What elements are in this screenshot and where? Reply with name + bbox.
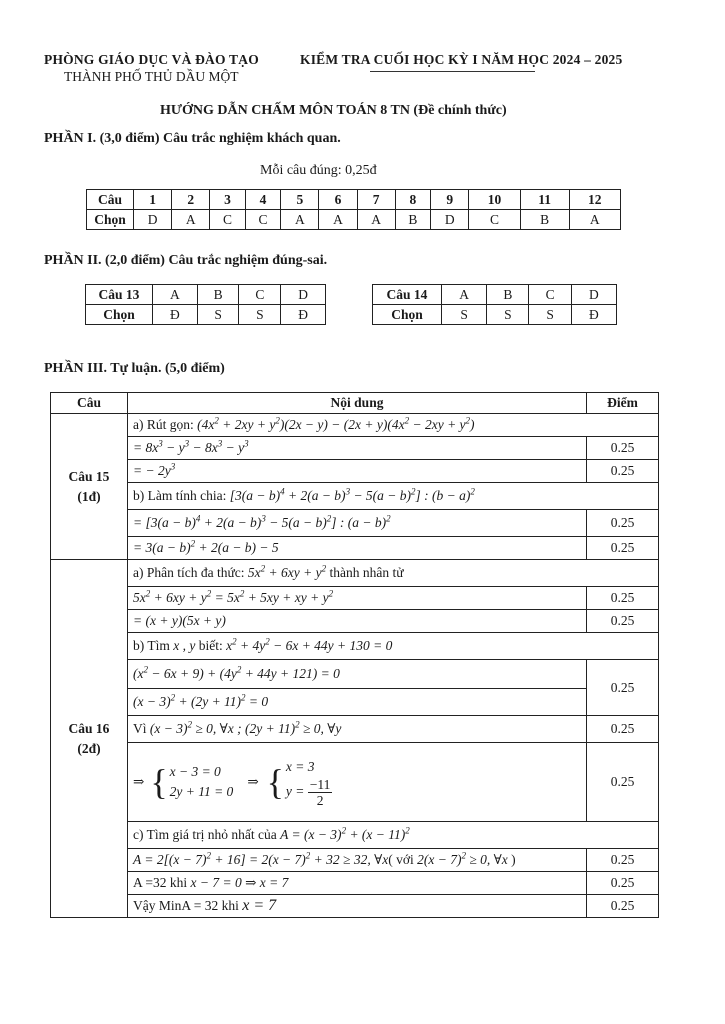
q-10: 10 <box>469 190 520 210</box>
q16c-step1: $A = 2[(x - 7)^2 + 16] = 2(x - 7)^2 + 32 \ge 32$, ∀x( với $2(x - 7)^2 \ge 0$, ∀x ) <box>128 849 587 872</box>
q16c-step3-lead: Vậy MinA = 32 khi <box>133 898 239 913</box>
part1-heading-line <box>44 131 341 147</box>
q16b-mid: biết: <box>198 638 223 653</box>
a-2: A <box>172 210 210 230</box>
q16-label: Câu 16 <box>68 720 110 736</box>
a-11: B <box>520 210 569 230</box>
part1-note: Mỗi câu đúng: 0,25đ <box>260 163 377 178</box>
org-line1: PHÒNG GIÁO DỤC VÀ ĐÀO TẠO <box>44 52 259 67</box>
q15b-step1-score: 0.25 <box>587 510 659 537</box>
essay-table <box>50 392 659 918</box>
q16-points: (2đ) <box>77 740 101 756</box>
part1-answer-table <box>86 189 621 230</box>
a-12: A <box>569 210 620 230</box>
q-3: 3 <box>210 190 246 210</box>
q14-opt-d: D <box>571 285 616 305</box>
q-4: 4 <box>245 190 281 210</box>
q13-label: Câu 13 <box>86 285 153 305</box>
q-6: 6 <box>319 190 357 210</box>
q14-choose: Chọn <box>373 305 442 325</box>
title-underline <box>370 71 535 72</box>
q16b-step4-score: 0.25 <box>587 743 659 822</box>
q-2: 2 <box>172 190 210 210</box>
q13-opt-a: A <box>153 285 198 305</box>
q16c-step2-score: 0.25 <box>587 872 659 895</box>
q16a-lead: a) Phân tích đa thức: <box>133 565 245 580</box>
q15-points: (1đ) <box>77 488 101 504</box>
a-10: C <box>469 210 520 230</box>
q16b-system: ⇒ { x − 3 = 0 2y + 11 = 0 ⇒ { x = 3 y = $\frac{-11}{2}$ <box>133 758 331 808</box>
q13-opt-c: C <box>239 285 281 305</box>
q16c-step3-score: 0.25 <box>587 895 659 918</box>
col-header-content: Nội dung <box>128 393 587 414</box>
q15a-step1: = $8x^3 - y^3 - 8x^3 - y^3$ <box>128 437 587 460</box>
row-label-question: Câu <box>87 190 134 210</box>
part2-heading: PHẦN II. (2,0 điểm) <box>44 253 165 268</box>
q16c-vi: với <box>396 852 414 867</box>
q16a-prompt: a) Phân tích đa thức: $5x^2 + 6xy + y^2$ thành nhân tử <box>128 560 659 587</box>
q16b-step3: Vì $(x - 3)^2 \ge 0$, ∀x ; $(2y + 11)^2 \ge 0$, ∀y <box>128 716 587 743</box>
q15b-prompt: b) Làm tính chia: $[3(a - b)^4 + 2(a - b)^3 - 5(a - b)^2]$ : $(b - a)^2$ <box>128 483 659 510</box>
col-header-score: Điểm <box>587 393 659 414</box>
q-8: 8 <box>395 190 431 210</box>
q16b-step3-lead: Vì <box>133 721 147 736</box>
q16b-step2: $(x - 3)^2 + (2y + 11)^2 = 0$ <box>128 689 587 716</box>
a-6: A <box>319 210 357 230</box>
q16c-step2-lead: A =32 khi <box>133 875 188 890</box>
q14-ans-b: S <box>487 305 529 325</box>
part2-heading-line <box>44 253 327 269</box>
part1-heading: PHẦN I. (3,0 điểm) <box>44 131 160 146</box>
q-7: 7 <box>357 190 395 210</box>
q16c-step3: Vậy MinA = 32 khi x = 7 <box>128 895 587 918</box>
q16a-tail: thành nhân tử <box>329 565 404 580</box>
q13-ans-c: S <box>239 305 281 325</box>
q16b-step12-score: 0.25 <box>587 660 659 716</box>
q16a-step2-score: 0.25 <box>587 610 659 633</box>
q15-label: Câu 15 <box>68 468 110 484</box>
q16a-step1: $5x^2 + 6xy + y^2 = 5x^2 + 5xy$ + xy + $y^2$ <box>128 587 587 610</box>
q16c-step1-score: 0.25 <box>587 849 659 872</box>
a-5: A <box>281 210 319 230</box>
exam-title: KIỂM TRA CUỐI HỌC KỲ I NĂM HỌC 2024 – 2025 <box>300 52 623 67</box>
q15a-prompt: a) Rút gọn: $(4x^2 + 2xy + y^2)(2x - y) - (2x + y)(4x^2 - 2xy + y^2)$ <box>128 414 659 437</box>
q16b-step4 <box>128 743 587 822</box>
q13-table <box>85 284 326 325</box>
q14-ans-c: S <box>529 305 571 325</box>
q14-opt-b: B <box>487 285 529 305</box>
q14-opt-c: C <box>529 285 571 305</box>
q13-opt-b: B <box>197 285 239 305</box>
q16a-step2: = (x + y)(5x + y) <box>128 610 587 633</box>
q14-table <box>372 284 617 325</box>
part1-subheading: Câu trắc nghiệm khách quan. <box>163 131 341 146</box>
q14-ans-d: Đ <box>571 305 616 325</box>
q-11: 11 <box>520 190 569 210</box>
q-9: 9 <box>431 190 469 210</box>
q15-cell <box>51 414 128 560</box>
q13-choose: Chọn <box>86 305 153 325</box>
a-9: D <box>431 210 469 230</box>
q13-ans-d: Đ <box>281 305 326 325</box>
q16a-step1-score: 0.25 <box>587 587 659 610</box>
org-line2: THÀNH PHỐ THỦ DẦU MỘT <box>64 69 239 84</box>
doc-title: HƯỚNG DẪN CHẤM MÔN TOÁN 8 TN (Đề chính thức) <box>160 103 507 118</box>
q15b-step2-score: 0.25 <box>587 537 659 560</box>
part3-heading: PHẦN III. Tự luận. (5,0 điểm) <box>44 361 225 376</box>
col-header-cau: Câu <box>51 393 128 414</box>
part2-subheading: Câu trắc nghiệm đúng-sai. <box>168 253 328 268</box>
q14-opt-a: A <box>442 285 487 305</box>
q15a-lead: a) Rút gọn: <box>133 417 194 432</box>
q13-opt-d: D <box>281 285 326 305</box>
q16c-lead: c) Tìm giá trị nhỏ nhất của <box>133 827 277 842</box>
q16-cell <box>51 560 128 918</box>
a-1: D <box>134 210 172 230</box>
q-12: 12 <box>569 190 620 210</box>
q16b-prompt: b) Tìm x , y biết: $x^2 + 4y^2 - 6x + 44y + 130 = 0$ <box>128 633 659 660</box>
q16b-step1: $(x^2 - 6x + 9) + (4y^2 + 44y + 121) = 0$ <box>128 660 587 689</box>
a-7: A <box>357 210 395 230</box>
q16c-prompt: c) Tìm giá trị nhỏ nhất của $A = (x - 3)^2 + (x - 11)^2$ <box>128 822 659 849</box>
q15a-step2-score: 0.25 <box>587 460 659 483</box>
q13-ans-a: Đ <box>153 305 198 325</box>
a-4: C <box>245 210 281 230</box>
row-label-answer: Chọn <box>87 210 134 230</box>
q-5: 5 <box>281 190 319 210</box>
q15b-step2: = $3(a - b)^2 + 2(a - b) - 5$ <box>128 537 587 560</box>
q15a-step1-score: 0.25 <box>587 437 659 460</box>
q-1: 1 <box>134 190 172 210</box>
q15b-lead: b) Làm tính chia: <box>133 488 227 503</box>
q16b-step3-score: 0.25 <box>587 716 659 743</box>
a-8: B <box>395 210 431 230</box>
q14-ans-a: S <box>442 305 487 325</box>
q16b-lead: b) Tìm <box>133 638 170 653</box>
q16c-step2: A =32 khi x − 7 = 0 ⇒ x = 7 <box>128 872 587 895</box>
q13-ans-b: S <box>197 305 239 325</box>
q15a-step2: = − $2y^3$ <box>128 460 587 483</box>
q14-label: Câu 14 <box>373 285 442 305</box>
a-3: C <box>210 210 246 230</box>
q15b-step1: = $[3(a - b)^4 + 2(a - b)^3 - 5(a - b)^2]$ : $(a - b)^2$ <box>128 510 587 537</box>
